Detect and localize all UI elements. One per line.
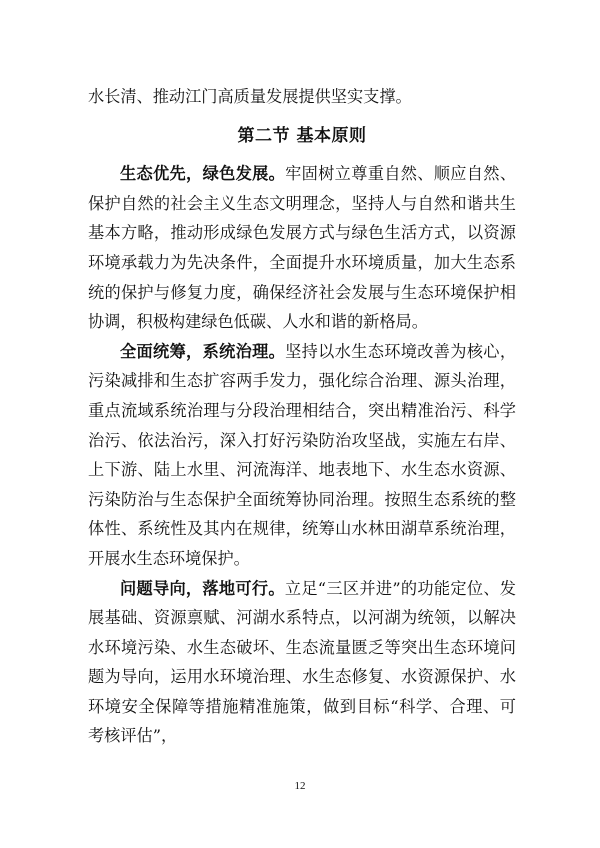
page-number: 12 <box>294 780 306 792</box>
body-text <box>88 82 516 751</box>
section-title: 第二节 基本原则 <box>237 125 367 146</box>
principle-heading-2: 全面统筹，系统治理。 <box>120 341 286 361</box>
continuation-paragraph: 水长清、推动江门高质量发展提供坚实支撑。 <box>88 87 412 106</box>
principle-paragraph-1 <box>88 159 516 337</box>
principle-body-2: 坚持以水生态环境改善为核心，污染减排和生态扩容两手发力，强化综合治理、源头治理，重点流域系统治理与分段治理相结合，突出精准治污、科学治污、依法治污，深入打好污染防治攻坚战，实施左右岸、上下游、陆上水里、河流海洋、地表地下、水生态水资源、污染防治与生态保护全面统筹协同治理。按照生态系统的整体性、系统性及其内在规律，统筹山水林田湖草系统治理，开展水生态环境保护。 <box>88 341 517 568</box>
principle-body-3: 立足“三区并进”的功能定位、发展基础、资源禀赋、河湖水系特点，以河湖为统领，以解决水环境污染、水生态破坏、生态流量匮乏等突出生态环境问题为导向，运用水环境治理、水生态修复、水资源保护、水环境安全保障等措施精准施策，做到目标“科学、合理、可考核评估”， <box>88 578 516 746</box>
principle-body-1: 牢固树立尊重自然、顺应自然、保护自然的社会主义生态文明理念，坚持人与自然和谐共生基本方略，推动形成绿色发展方式与绿色生活方式，以资源环境承载力为先决条件，全面提升水环境质量，加大生态系统的保护与修复力度，确保经济社会发展与生态环境保护相协调，积极构建绿色低碳、人水和谐的新格局。 <box>88 164 517 332</box>
principle-heading-1: 生态优先，绿色发展。 <box>120 164 286 184</box>
principle-paragraph-2 <box>88 337 516 574</box>
principle-heading-3: 问题导向，落地可行。 <box>120 578 285 598</box>
principle-paragraph-3 <box>88 574 516 752</box>
